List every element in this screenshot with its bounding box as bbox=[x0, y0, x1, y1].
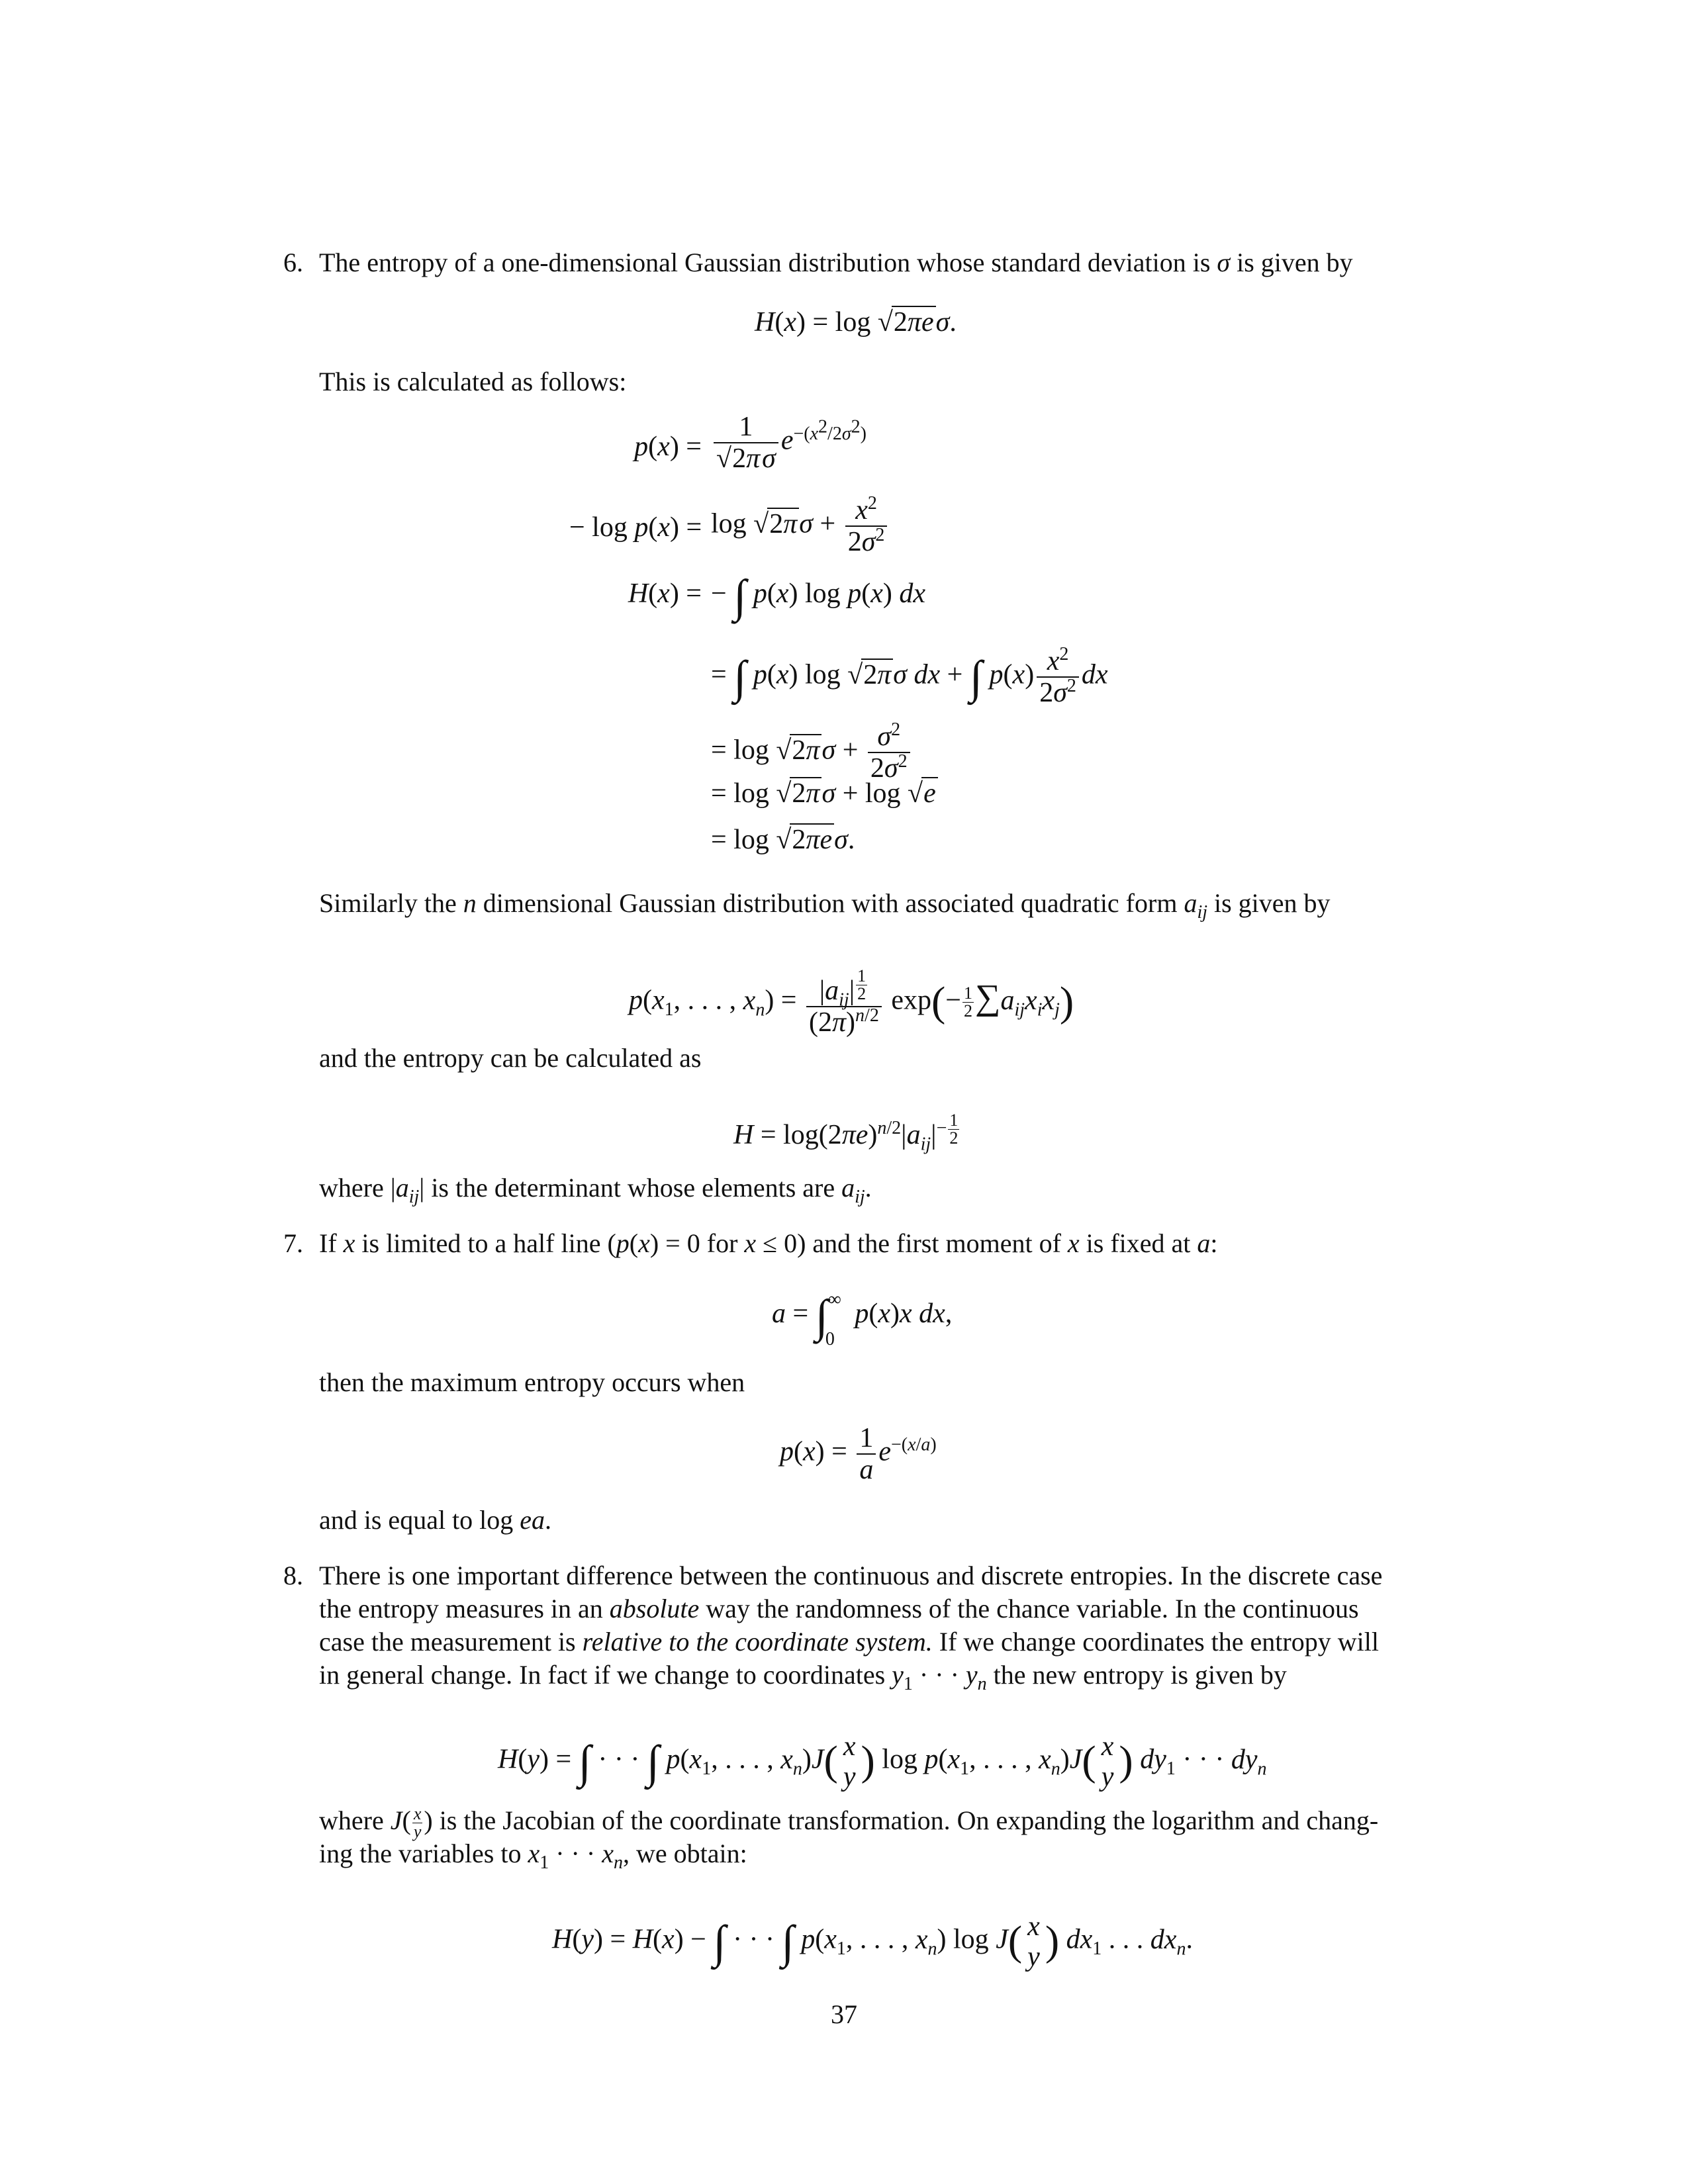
equation-first-moment: a = ∫ ∞ 0 p(x)x dx, bbox=[772, 1289, 953, 1350]
equation-entropy-change: H(y) = H(x) − ∫ · · · ∫ $p(x_1$, . . . , $x_n$) log J( x y ) $dx_1$ . . . $dx_n$. bbox=[552, 1911, 1193, 1972]
item-8-line-4: in general change. In fact if we change to coordinates $y_1$ · · · $y_n$ the new entropy is given by bbox=[319, 1660, 1287, 1694]
equation-transformed-entropy: H(y) = ∫ · · · ∫ $p(x_1$, . . . , $x_n)J$( x y ) $\log p(x_1$, . . . , $x_n)J$( x y ) $dy_1$ · · · $dy_n$ bbox=[498, 1731, 1267, 1792]
item-7-number: 7. bbox=[283, 1228, 303, 1258]
determinant-note: where $|a_{ij}|$ is the determinant whose elements are $a_{ij}$. bbox=[319, 1173, 872, 1207]
item-8-number: 8. bbox=[283, 1561, 303, 1590]
item-8-line-2: the entropy measures in an absolute way the randomness of the chance variable. In the continuous bbox=[319, 1594, 1359, 1623]
calc-intro: This is calculated as follows: bbox=[319, 367, 627, 396]
n-dim-intro: Similarly the n dimensional Gaussian distribution with associated quadratic form $a_{ij}$ is given by bbox=[319, 888, 1331, 923]
max-entropy-value: and is equal to log ea. bbox=[319, 1505, 552, 1535]
item-8-line-3: case the measurement is relative to the coordinate system. If we change coordinates the entropy will bbox=[319, 1627, 1379, 1657]
jacobian-note-line-2: ing the variables to $x_1$ · · · $x_n$, we obtain: bbox=[319, 1839, 747, 1873]
equation-n-dim-gaussian: $p(x_1$, . . . , $x_n$) = $|a_{ij}|$ $^{\frac{1}{2}}$ $(2\pi)^{n/2}$ exp(− $\frac{1}{2}$ $\sum a_{ij}x_ix_j$) bbox=[629, 966, 1074, 1038]
equation-gaussian-entropy: H(x) = log √2πeσ. bbox=[755, 307, 957, 338]
max-entropy-intro: then the maximum entropy occurs when bbox=[319, 1367, 745, 1397]
item-7-intro: If x is limited to a half line (p(x) = 0 for x ≤ 0) and the first moment of x is fixed at a: bbox=[319, 1228, 1218, 1258]
page-number: 37 bbox=[831, 1999, 857, 2029]
item-6-number: 6. bbox=[283, 248, 303, 277]
item-6-intro: The entropy of a one-dimensional Gaussian distribution whose standard deviation is σ is given by bbox=[319, 248, 1353, 277]
equation-exponential: p(x) = $\frac{1}{a}$ $e^{-(x/a)}$ bbox=[780, 1423, 937, 1485]
item-8-line-1: There is one important difference between the continuous and discrete entropies. In the discrete case bbox=[319, 1561, 1383, 1590]
document-page: 6. The entropy of a one-dimensional Gaussian distribution whose standard deviation is σ is given by H(x) = log √2πeσ. This is calculated as follows: p(x) = $\frac{1}{√2\pi\sigma}$ $e^{-(x^2/2\sigma^2)}$ − log p(x) = log √2πσ + $\frac{x^2}{2\sigma^2}$ H(x) = − ∫ p(x) log p(x) dx = ∫ p(x) log √2πσ dx + ∫ p(x) $\frac{x^2}{2\sigma^2}$ dx = log √2πσ + $\frac{\sigma^2}{2\sigma^2}$ = log √2πσ + log √e = log √2πeσ. Similarly the n dimensional Gaussian distribution with associated quadratic form $a_{ij}$ is given by $p(x_1$, . . . , $x_n$) = $|a_{ij}|$ $^{\frac{1}{2}}$ $(2\pi)^{n/2}$ exp(− $\frac{1}{2}$ $\sum a_{ij}x_ix_j$) and the entropy can be calculated as $H = \log(2\pi e)^{n/2}|a_{ij}|^{- \frac{1}{2}}$ where $|a_{ij}|$ is the determinant whose elements are $a_{ij}$. 7. If x is limited to a half line (p(x) = 0 for x ≤ 0) and the first moment of x is fixed at a: a = ∫ ∞ 0 p(x)x dx, then the maximum entropy occurs when p(x) = $\frac{1}{a}$ $e^{-(x/a)}$ and is equal to log ea. 8. There is one important difference between the continuous and discrete entropies. In the discrete case the entropy measures in an absolute way the randomness of the chance variable. In the continuous case the measurement is relative to the coordinate system. If we change coordinates the entropy will in general change. In fact if we change to coordinates $y_1$ · · · $y_n$ the new entropy is given by H(y) = ∫ · · · ∫ $p(x_1$, . . . , $x_n)J$( x y ) $\log p(x_1$, . . . , $x_n)J$( x y ) $dy_1$ · · · $dy_n$ where J( $\frac{x}{y}$ ) is the Jacobian of the coordinate transformation. On expanding the logarithm and chang- ing the variables to $x_1$ · · · $x_n$, we obtain: H(y) = H(x) − ∫ · · · ∫ $p(x_1$, . . . , $x_n$) log J( x y ) $dx_1$ . . . $dx_n$. 37 bbox=[0, 0, 1688, 2184]
equation-n-dim-entropy: $H = \log(2\pi e)^{n/2}|a_{ij}|^{- \frac{1}{2}}$ bbox=[733, 1111, 959, 1155]
jacobian-note-line-1: where J( $\frac{x}{y}$ ) is the Jacobian of the coordinate transformation. On expanding the logarithm and chang- bbox=[319, 1804, 1379, 1842]
entropy-intro: and the entropy can be calculated as bbox=[319, 1043, 702, 1073]
